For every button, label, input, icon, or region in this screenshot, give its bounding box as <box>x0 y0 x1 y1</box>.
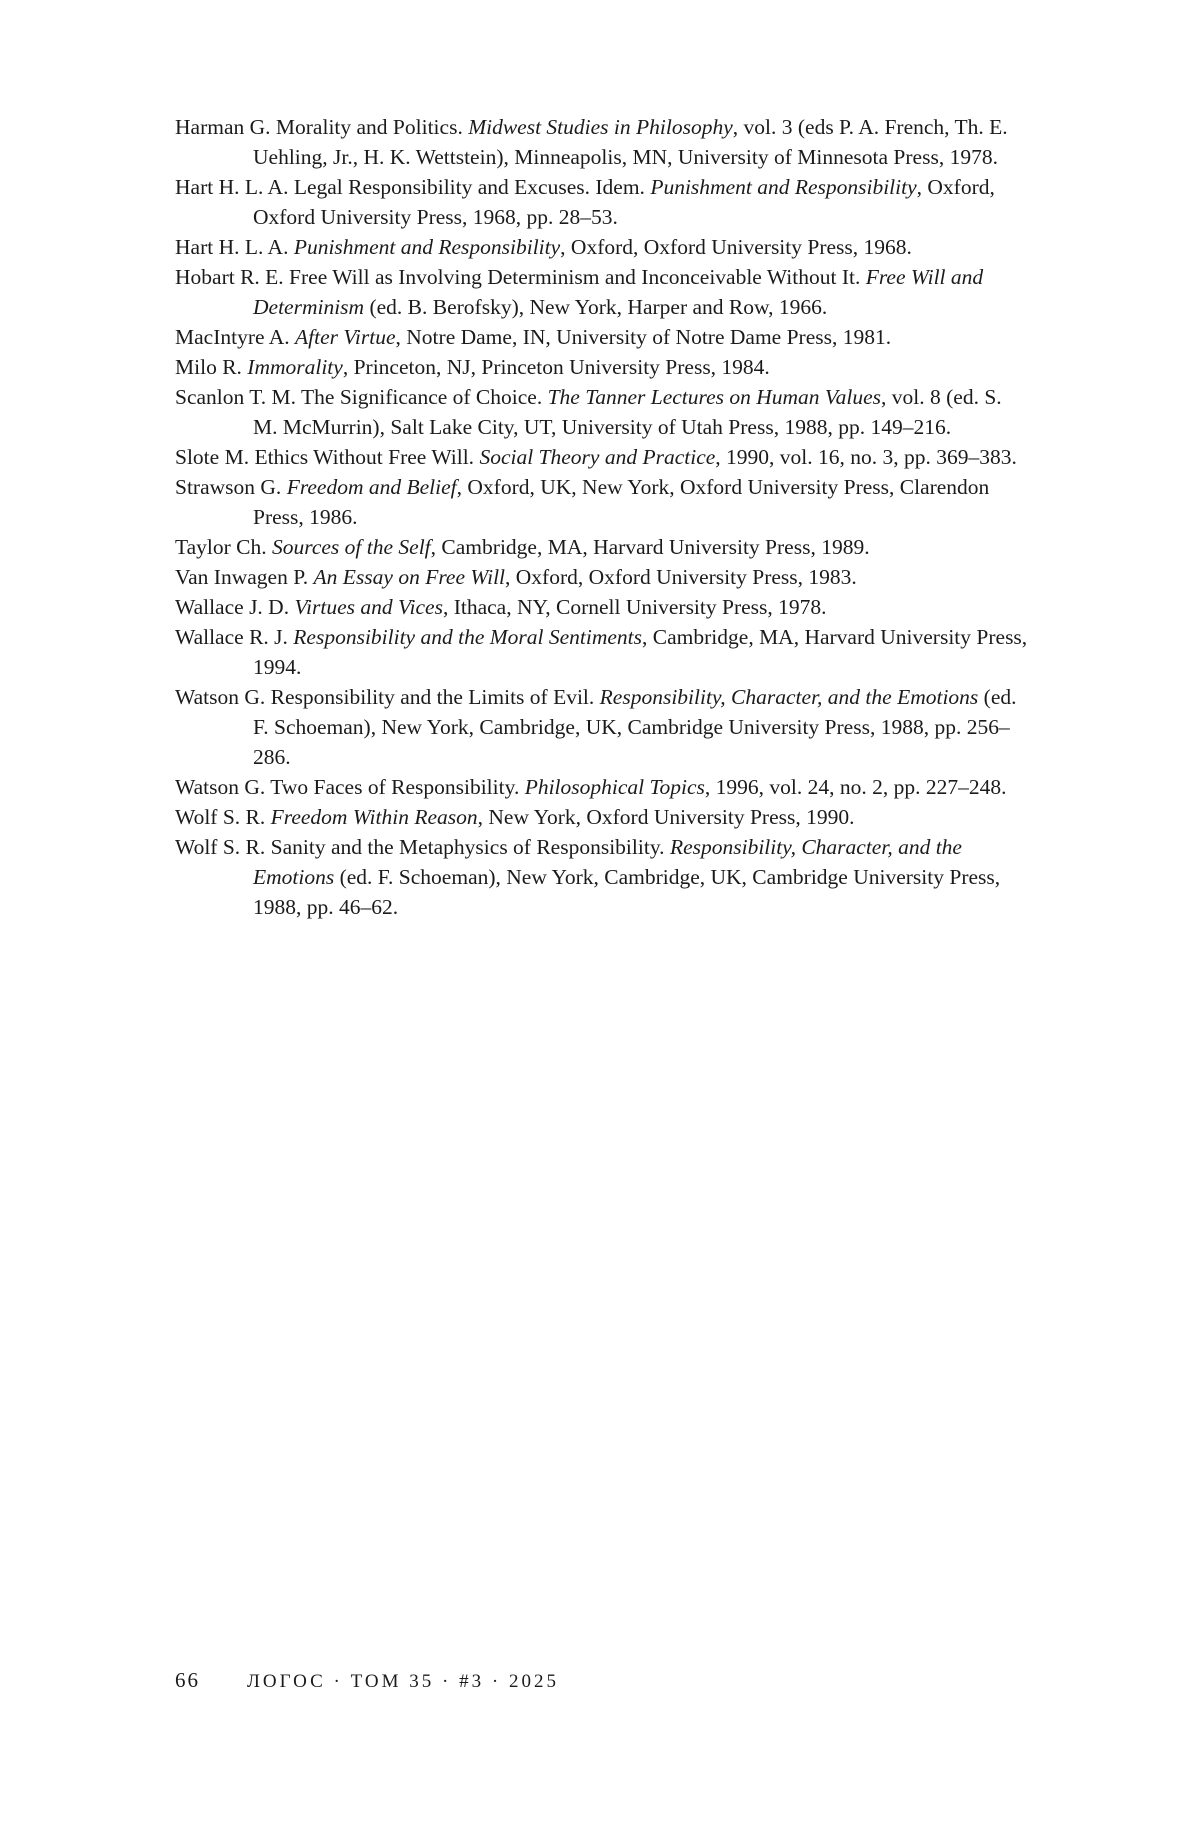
reference-details: , Cambridge, MA, Harvard University Press, 1989. <box>430 535 870 559</box>
reference-entry <box>175 262 1030 322</box>
reference-entry <box>175 112 1030 172</box>
reference-title: Responsibility, Character, and the Emotions <box>253 835 962 889</box>
reference-text: Scanlon T. M. The Significance of Choice. <box>175 385 548 409</box>
reference-title: Immorality <box>247 355 343 379</box>
reference-entry <box>175 682 1030 772</box>
reference-title: Responsibility, Character, and the Emotions <box>599 685 979 709</box>
reference-entry <box>175 532 1030 562</box>
reference-text: Hart H. L. A. <box>175 235 294 259</box>
reference-title: Punishment and Responsibility <box>293 235 561 259</box>
reference-details: , Oxford, Oxford University Press, 1968, pp. 28–53. <box>253 175 995 229</box>
reference-entry <box>175 832 1030 922</box>
reference-details: , Ithaca, NY, Cornell University Press, 1978. <box>442 595 827 619</box>
reference-details: (ed. F. Schoeman), New York, Cambridge, UK, Cambridge University Press, 1988, pp. 256–286. <box>253 685 1017 769</box>
reference-details: , Princeton, NJ, Princeton University Press, 1984. <box>342 355 770 379</box>
reference-title: An Essay on Free Will <box>313 565 506 589</box>
reference-details: , vol. 3 (eds P. A. French, Th. E. Uehling, Jr., H. K. Wettstein), Minneapolis, MN, University of Minnesota Press, 1978. <box>253 115 1008 169</box>
reference-list <box>175 112 1030 922</box>
reference-text: Harman G. Morality and Politics. <box>175 115 469 139</box>
reference-text: Wallace J. D. <box>175 595 295 619</box>
reference-text: Wolf S. R. Sanity and the Metaphysics of Responsibility. <box>175 835 670 859</box>
reference-entry <box>175 592 1030 622</box>
reference-details: , Oxford, UK, New York, Oxford University Press, Clarendon Press, 1986. <box>253 475 990 529</box>
reference-title: Midwest Studies in Philosophy <box>468 115 733 139</box>
reference-entry <box>175 172 1030 232</box>
reference-title: The Tanner Lectures on Human Values <box>547 385 882 409</box>
reference-text: MacIntyre A. <box>175 325 296 349</box>
reference-text: Watson G. Two Faces of Responsibility. <box>175 775 525 799</box>
reference-text: Milo R. <box>175 355 248 379</box>
reference-title: After Virtue <box>295 325 396 349</box>
reference-entry <box>175 562 1030 592</box>
reference-text: Watson G. Responsibility and the Limits of Evil. <box>175 685 600 709</box>
reference-text: Hobart R. E. Free Will as Involving Determinism and Inconceivable Without It. <box>175 265 866 289</box>
journal-running-footer: ЛОГОС · ТОМ 35 · #3 · 2025 <box>247 1671 559 1692</box>
reference-entry <box>175 442 1030 472</box>
reference-entry <box>175 622 1030 682</box>
reference-details: , 1990, vol. 16, no. 3, pp. 369–383. <box>715 445 1017 469</box>
reference-text: Wallace R. J. <box>175 625 294 649</box>
reference-details: , 1996, vol. 24, no. 2, pp. 227–248. <box>704 775 1007 799</box>
reference-details: , Notre Dame, IN, University of Notre Dame Press, 1981. <box>395 325 892 349</box>
reference-text: Wolf S. R. <box>175 805 271 829</box>
reference-text: Hart H. L. A. Legal Responsibility and Excuses. Idem. <box>175 175 651 199</box>
reference-text: Van Inwagen P. <box>175 565 314 589</box>
reference-title: Responsibility and the Moral Sentiments <box>293 625 643 649</box>
reference-details: , Oxford, Oxford University Press, 1983. <box>505 565 857 589</box>
reference-details: (ed. F. Schoeman), New York, Cambridge, UK, Cambridge University Press, 1988, pp. 46–62. <box>253 865 1001 919</box>
reference-text: Taylor Ch. <box>175 535 273 559</box>
reference-title: Freedom and Belief <box>286 475 457 499</box>
reference-entry <box>175 772 1030 802</box>
reference-details: , Cambridge, MA, Harvard University Press, 1994. <box>253 625 1028 679</box>
reference-title: Freedom Within Reason <box>270 805 478 829</box>
reference-title: Punishment and Responsibility <box>650 175 917 199</box>
reference-title: Social Theory and Practice <box>479 445 716 469</box>
reference-details: (ed. B. Berofsky), New York, Harper and Row, 1966. <box>364 295 828 319</box>
reference-entry <box>175 232 1030 262</box>
reference-entry <box>175 382 1030 442</box>
reference-entry <box>175 802 1030 832</box>
reference-details: , vol. 8 (ed. S. M. McMurrin), Salt Lake City, UT, University of Utah Press, 1988, pp. 149–216. <box>253 385 1002 439</box>
page-footer <box>175 1668 559 1693</box>
reference-details: , Oxford, Oxford University Press, 1968. <box>560 235 912 259</box>
reference-title: Free Will and Determinism <box>253 265 984 319</box>
reference-entry <box>175 472 1030 532</box>
reference-details: , New York, Oxford University Press, 1990. <box>477 805 855 829</box>
reference-title: Sources of the Self <box>272 535 431 559</box>
reference-title: Virtues and Vices <box>294 595 443 619</box>
reference-entry <box>175 352 1030 382</box>
reference-entry <box>175 322 1030 352</box>
reference-text: Slote M. Ethics Without Free Will. <box>175 445 480 469</box>
reference-title: Philosophical Topics <box>524 775 705 799</box>
page-number: 66 <box>175 1668 200 1692</box>
reference-text: Strawson G. <box>175 475 287 499</box>
